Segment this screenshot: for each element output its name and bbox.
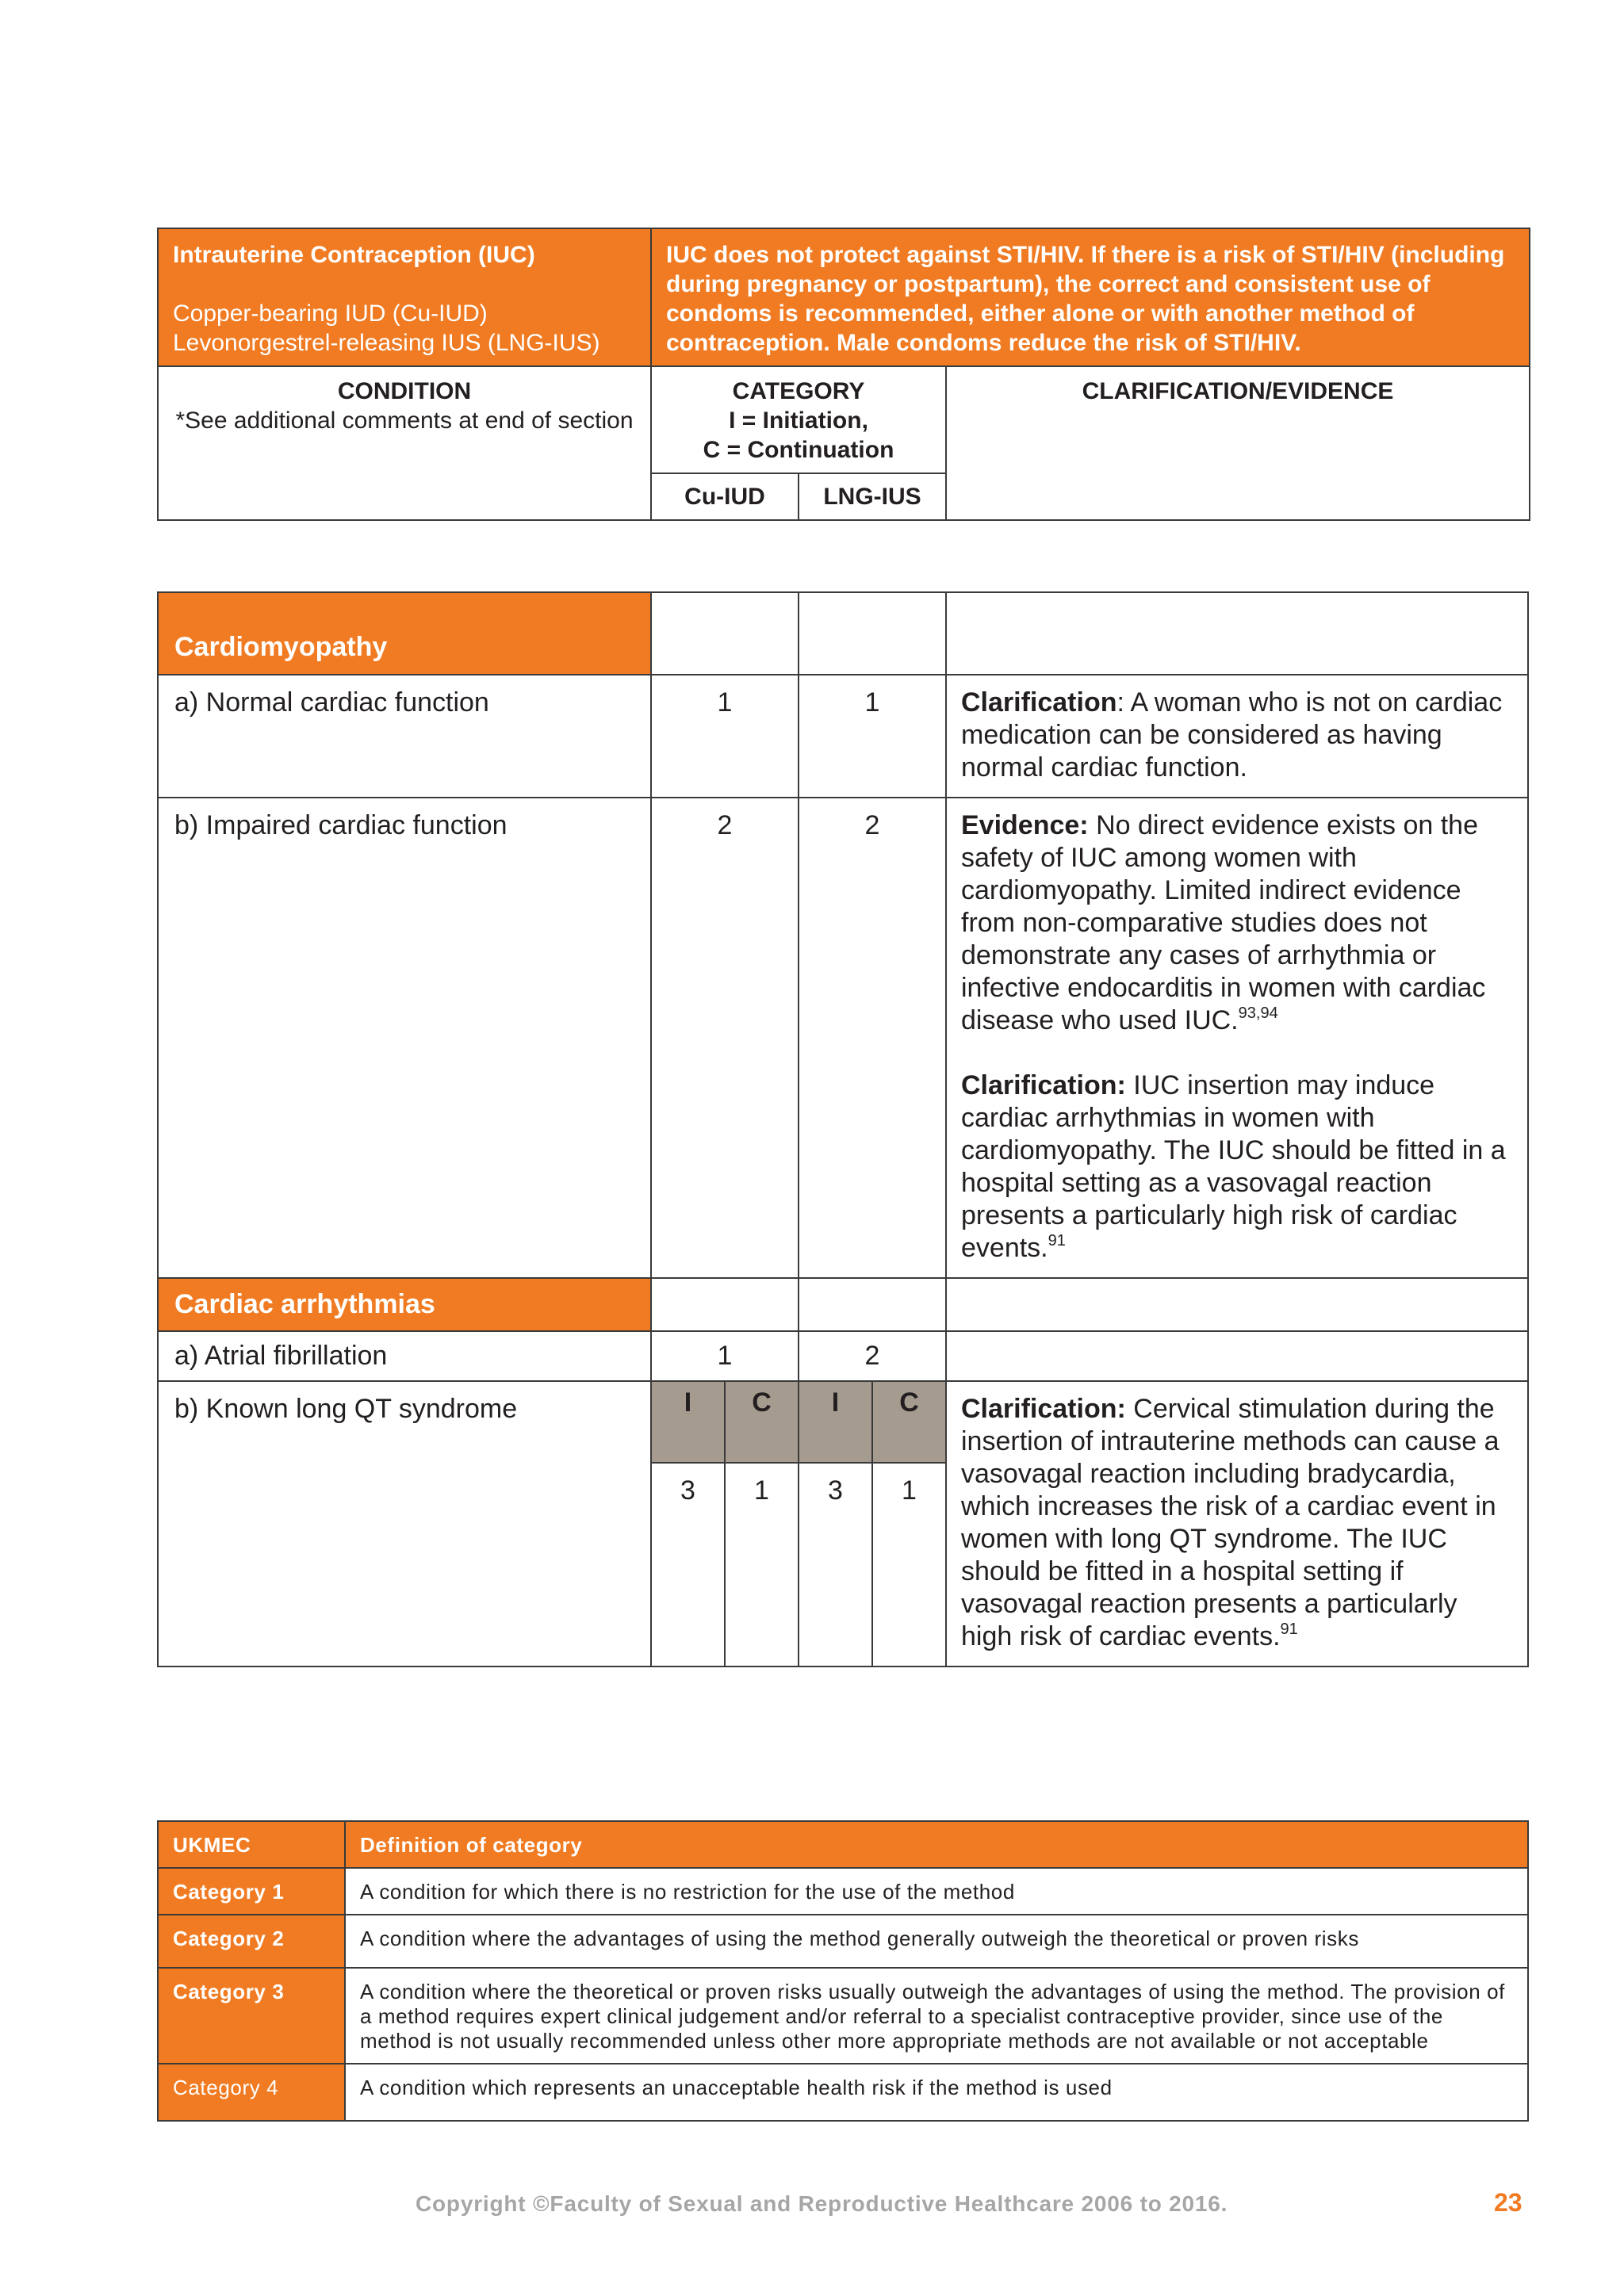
clarification-text: Cervical stimulation during the insertion of intrauterine methods can cause a vasovagal reaction including bradycardia, which increases the risk of a cardiac event in women with long QT syndrome. The IUC should be fitted in a hospital setting if vasovagal reaction presents a particularly high risk of cardiac events.: [961, 1394, 1500, 1651]
clarification-label: Clarification: [961, 687, 1117, 718]
empty-cell: [799, 1278, 946, 1331]
conditions-table: [157, 591, 1529, 1667]
legend-category: Category 3: [158, 1968, 345, 2064]
header-method-cell: [158, 228, 651, 366]
header-title: Intrauterine Contraception (IUC): [173, 242, 535, 268]
legend-col-ukmec: UKMEC: [158, 1821, 345, 1868]
section-title-cardiomyopathy: Cardiomyopathy: [158, 592, 651, 675]
clarification-cell: [946, 1381, 1528, 1667]
cu-iud-value: 2: [651, 798, 799, 1278]
page-number: 23: [1494, 2188, 1522, 2217]
clarification-text: : A woman who is not on cardiac medication can be considered as having normal cardiac function.: [961, 687, 1503, 783]
ukmec-legend-table: [157, 1820, 1529, 2122]
lng-ius-initiation-value: 3: [799, 1463, 872, 1667]
initiation-header: I: [799, 1381, 872, 1463]
condition-label: CONDITION: [337, 378, 472, 404]
empty-cell: [651, 1278, 799, 1331]
reference: 91: [1280, 1621, 1298, 1638]
condition-cell: a) Atrial fibrillation: [158, 1331, 651, 1381]
sti-warning: IUC does not protect against STI/HIV. If there is a risk of STI/HIV (including during pregnancy or postpartum), the correct and consistent use of condoms is recommended, either alone or with another method of contraception. Male condoms reduce the risk of STI/HIV.: [651, 228, 1530, 366]
clarification-header: CLARIFICATION/EVIDENCE: [946, 366, 1530, 520]
empty-cell: [946, 1278, 1528, 1331]
section-row: [158, 592, 1528, 675]
method-lng-ius: Levonorgestrel-releasing IUS (LNG-IUS): [173, 330, 600, 356]
cu-iud-continuation-value: 1: [725, 1463, 799, 1667]
legend-col-definition: Definition of category: [345, 1821, 1528, 1868]
section-title-arrhythmias: Cardiac arrhythmias: [158, 1278, 651, 1331]
copyright-footer: Copyright ©Faculty of Sexual and Reproductive Healthcare 2006 to 2016.: [416, 2191, 1228, 2216]
legend-category: Category 1: [158, 1868, 345, 1915]
clarification-cell: [946, 675, 1528, 798]
condition-cell: a) Normal cardiac function: [158, 675, 651, 798]
empty-cell: [651, 592, 799, 675]
section-row: [158, 1278, 1528, 1331]
category-header: [651, 366, 946, 473]
legend-definition: A condition where the theoretical or proven risks usually outweigh the advantages of using the method. The provision of a method requires expert clinical judgement and/or referral to a specialist contraceptive provider, since use of the method is not usually recommended unless other more appropriate methods are not available or not acceptable: [345, 1968, 1528, 2064]
condition-cell: b) Known long QT syndrome: [158, 1381, 651, 1667]
table-row: [158, 798, 1528, 1278]
empty-cell: [946, 1331, 1528, 1381]
legend-definition: A condition which represents an unacceptable health risk if the method is used: [345, 2064, 1528, 2121]
cu-iud-initiation-value: 3: [651, 1463, 725, 1667]
clarification-label: Clarification:: [961, 1070, 1126, 1100]
legend-category: Category 4: [158, 2064, 345, 2121]
col-lng-ius: LNG-IUS: [799, 473, 946, 520]
category-continuation: C = Continuation: [703, 437, 894, 463]
lng-ius-value: 2: [799, 1331, 946, 1381]
lng-ius-value: 1: [799, 675, 946, 798]
cu-iud-value: 1: [651, 675, 799, 798]
table-row: [158, 675, 1528, 798]
method-cu-iud: Copper-bearing IUD (Cu-IUD): [173, 300, 488, 327]
table-row: [158, 1331, 1528, 1381]
continuation-header: C: [872, 1381, 946, 1463]
evidence-label: Evidence:: [961, 810, 1089, 840]
cu-iud-value: 1: [651, 1331, 799, 1381]
legend-category: Category 2: [158, 1915, 345, 1968]
clarification-text: IUC insertion may induce cardiac arrhythmias in women with cardiomyopathy. The IUC should be fitted in a hospital setting as a vasovagal reaction presents a particularly high risk of cardiac events.: [961, 1070, 1506, 1263]
empty-cell: [946, 592, 1528, 675]
lng-ius-continuation-value: 1: [872, 1463, 946, 1667]
category-initiation: I = Initiation,: [729, 408, 868, 434]
initiation-header: I: [651, 1381, 725, 1463]
condition-note: *See additional comments at end of section: [175, 408, 634, 434]
condition-header: [158, 366, 651, 520]
legend-definition: A condition for which there is no restriction for the use of the method: [345, 1868, 1528, 1915]
clarification-cell: [946, 798, 1528, 1278]
col-cu-iud: Cu-IUD: [651, 473, 799, 520]
reference: 93,94: [1238, 1004, 1278, 1022]
reference: 91: [1048, 1232, 1066, 1249]
condition-cell: b) Impaired cardiac function: [158, 798, 651, 1278]
empty-cell: [799, 592, 946, 675]
clarification-label: Clarification:: [961, 1394, 1126, 1424]
header-table: [157, 228, 1530, 521]
evidence-text: No direct evidence exists on the safety of IUC among women with cardiomyopathy. Limited indirect evidence from non-comparative studies does not demonstrate any cases of arrhythmia or infective endocarditis in women with cardiac disease who used IUC.: [961, 810, 1486, 1035]
lng-ius-value: 2: [799, 798, 946, 1278]
table-row: [158, 1381, 1528, 1463]
continuation-header: C: [725, 1381, 799, 1463]
legend-definition: A condition where the advantages of using the method generally outweigh the theoretical or proven risks: [345, 1915, 1528, 1968]
category-label: CATEGORY: [732, 378, 865, 404]
